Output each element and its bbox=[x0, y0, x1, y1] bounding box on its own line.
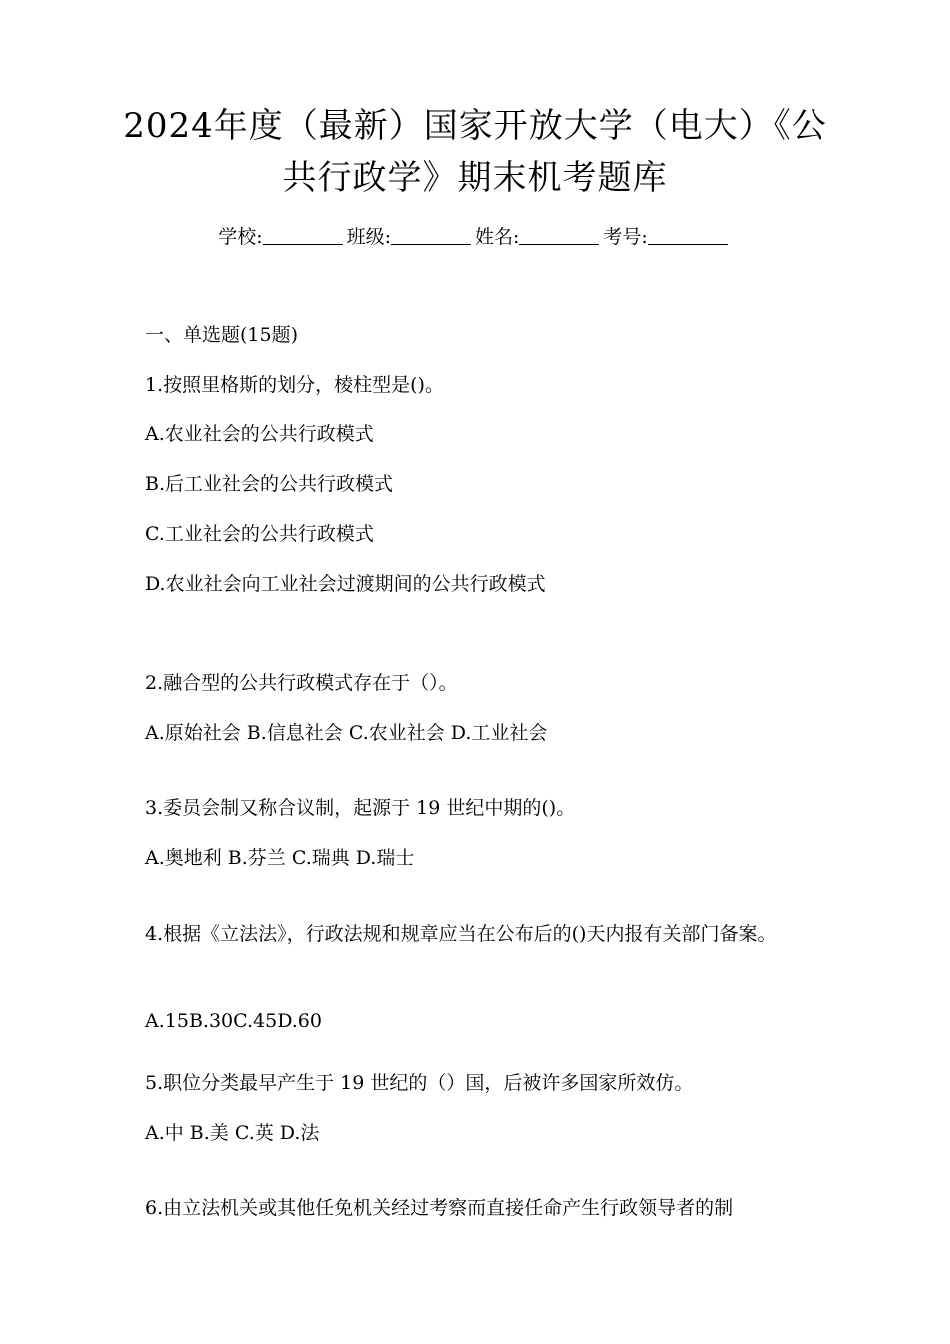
question-3-options: A.奥地利 B.芬兰 C.瑞典 D.瑞士 bbox=[145, 847, 415, 869]
question-2-stem: 2.融合型的公共行政模式存在于（）。 bbox=[145, 672, 458, 694]
number-blank bbox=[648, 224, 728, 245]
question-1-option-a: A.农业社会的公共行政模式 bbox=[145, 423, 374, 445]
number-label: 考号: bbox=[603, 226, 648, 248]
question-1-option-d: D.农业社会向工业社会过渡期间的公共行政模式 bbox=[145, 573, 546, 595]
class-blank bbox=[391, 224, 471, 245]
question-1-option-b: B.后工业社会的公共行政模式 bbox=[145, 473, 394, 495]
question-5-options: A.中 B.美 C.英 D.法 bbox=[145, 1122, 320, 1144]
question-6-stem: 6.由立法机关或其他任免机关经过考察而直接任命产生行政领导者的制 bbox=[145, 1197, 734, 1219]
school-label: 学校: bbox=[218, 226, 263, 248]
name-blank bbox=[519, 224, 599, 245]
question-5-stem: 5.职位分类最早产生于 19 世纪的（）国，后被许多国家所效仿。 bbox=[145, 1072, 694, 1094]
question-2-options: A.原始社会 B.信息社会 C.农业社会 D.工业社会 bbox=[145, 722, 548, 744]
section-heading: 一、单选题(15题) bbox=[145, 324, 299, 346]
question-3-stem: 3.委员会制又称合议制，起源于 19 世纪中期的()。 bbox=[145, 797, 576, 819]
question-4-stem: 4.根据《立法法》，行政法规和规章应当在公布后的()天内报有关部门备案。 bbox=[145, 923, 777, 945]
question-1-option-c: C.工业社会的公共行政模式 bbox=[145, 523, 374, 545]
question-1-stem: 1.按照里格斯的划分，棱柱型是()。 bbox=[145, 374, 444, 396]
name-label: 姓名: bbox=[475, 226, 520, 248]
school-blank bbox=[263, 224, 343, 245]
document-title-line-2: 共行政学》期末机考题库 bbox=[282, 158, 668, 198]
question-4-options: A.15B.30C.45D.60 bbox=[145, 1010, 322, 1032]
student-info-line bbox=[0, 222, 950, 252]
class-label: 班级: bbox=[346, 226, 391, 248]
document-title-line-1: 2024年度（最新）国家开放大学（电大）《公 bbox=[123, 106, 827, 146]
